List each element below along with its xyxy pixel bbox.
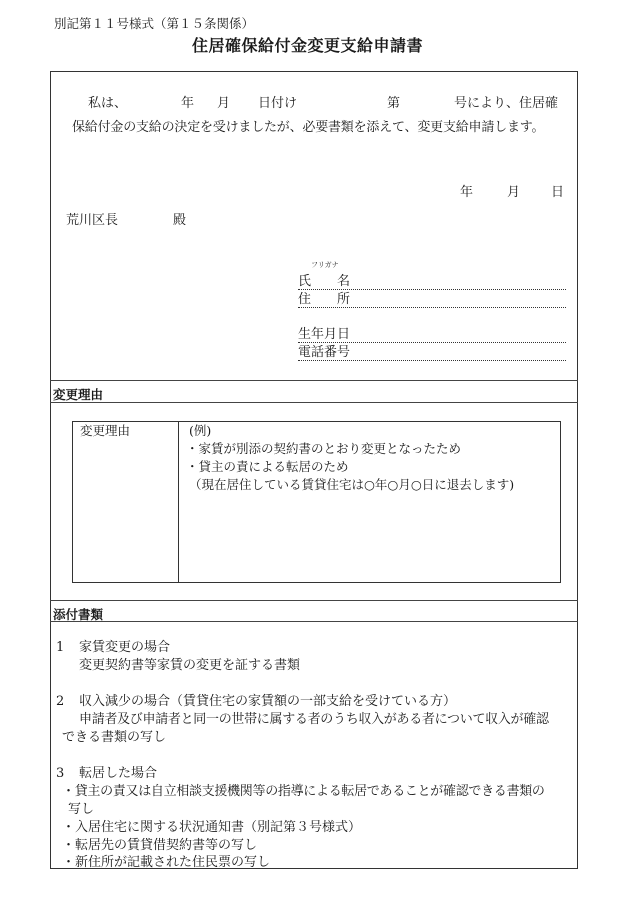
section-divider: [50, 621, 578, 622]
section-divider: [50, 380, 578, 381]
section-divider: [50, 600, 578, 601]
statement-line-2: 保給付金の支給の決定を受けましたが、必要書類を添えて、変更支給申請します。: [72, 120, 545, 135]
phone-field[interactable]: [298, 360, 566, 361]
attachment-3-bullet-1-cont: 写し: [68, 802, 95, 817]
furigana-label: フリガナ: [311, 261, 339, 269]
date-year: 年: [460, 185, 474, 200]
attachment-1-title: 家賃変更の場合: [79, 640, 171, 655]
attachment-3-bullet-4: ・新住所が記載された住民票の写し: [62, 855, 271, 870]
address-label: 住 所: [298, 292, 351, 307]
birthdate-label: 生年月日: [298, 327, 351, 342]
example-2-note: （現在居住している賃貸住宅は○年○月○日に退去します): [189, 477, 515, 492]
example-1: ・家賃が別添の契約書のとおり変更となったため: [186, 441, 462, 456]
attachment-2-number: 2: [56, 694, 65, 709]
date-month: 月: [507, 185, 521, 200]
date-day: 日: [551, 185, 565, 200]
attachment-3-bullet-2: ・入居住宅に関する状況通知書（別記第３号様式）: [62, 820, 362, 835]
change-reason-column-divider: [178, 421, 179, 583]
attachment-1-number: 1: [56, 640, 65, 655]
attachments-section-title: 添付書類: [53, 607, 104, 622]
address-field[interactable]: [298, 307, 566, 308]
addressee-honorific: 殿: [173, 213, 187, 228]
attachment-2-title: 収入減少の場合（賃貸住宅の家賃額の一部支給を受けている方）: [79, 694, 457, 709]
change-reason-section-title: 変更理由: [53, 387, 104, 402]
addressee-office: 荒川区長: [66, 213, 119, 228]
example-heading: (例): [189, 423, 212, 438]
statement-dated: 日付け: [258, 96, 298, 111]
statement-year: 年: [181, 96, 195, 111]
change-reason-cell-label: 変更理由: [80, 423, 131, 438]
example-2: ・貸主の責による転居のため: [186, 459, 349, 474]
form-number-label: 別記第１１号様式（第１５条関係）: [54, 16, 255, 31]
attachment-3-title: 転居した場合: [79, 766, 158, 781]
phone-label: 電話番号: [298, 345, 351, 360]
statement-watashi: 私は、: [88, 96, 128, 111]
name-label: 氏 名: [298, 274, 351, 289]
attachment-1-desc: 変更契約書等家賃の変更を証する書類: [79, 658, 301, 673]
birthdate-field[interactable]: [298, 342, 566, 343]
attachment-2-desc-line2: できる書類の写し: [62, 730, 167, 745]
statement-go: 号により、住居確: [454, 96, 559, 111]
statement-month: 月: [217, 96, 231, 111]
attachment-2-desc-line1: 申請者及び申請者と同一の世帯に属する者のうち収入がある者について収入が確認: [79, 712, 549, 727]
statement-dai: 第: [387, 96, 401, 111]
name-field[interactable]: [298, 289, 566, 290]
attachment-3-bullet-1: ・貸主の責又は自立相談支援機関等の指導による転居であることが確認できる書類の: [62, 784, 545, 799]
document-title: 住居確保給付金変更支給申請書: [192, 36, 424, 55]
attachment-3-number: 3: [56, 766, 65, 781]
section-divider: [50, 402, 578, 403]
attachment-3-bullet-3: ・転居先の賃貸借契約書等の写し: [62, 838, 258, 853]
